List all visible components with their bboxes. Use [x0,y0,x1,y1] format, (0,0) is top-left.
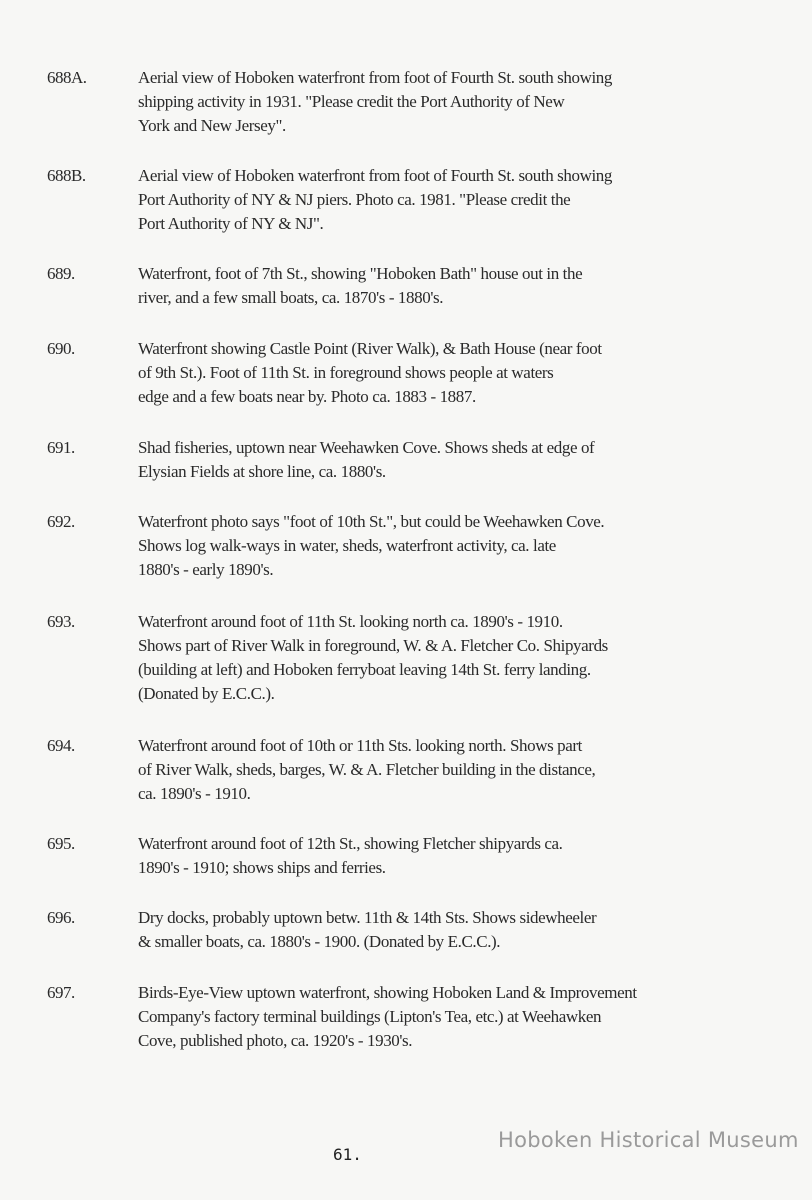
description-line: Shows part of River Walk in foreground, W. & A. Fletcher Co. Shipyards [138,636,608,655]
museum-watermark: Hoboken Historical Museum [498,1128,799,1152]
entry-description [138,906,678,954]
description-line: Waterfront, foot of 7th St., showing "Hoboken Bath" house out in the [138,264,583,283]
description-line: (Donated by E.C.C.). [138,684,275,703]
entry-description [138,262,678,310]
entry-number: 697. [47,983,75,1002]
description-line: Cove, published photo, ca. 1920's - 1930's. [138,1031,413,1050]
entry-description [138,510,678,582]
entry-number: 695. [47,834,75,853]
description-line: shipping activity in 1931. "Please credit the Port Authority of New [138,92,565,111]
description-line: of 9th St.). Foot of 11th St. in foreground shows people at waters [138,363,554,382]
entry-number: 696. [47,908,75,927]
page-number: 61. [333,1145,362,1164]
entry-number: 690. [47,339,75,358]
entry-description [138,337,678,409]
entry-description [138,832,678,880]
description-line: Shows log walk-ways in water, sheds, waterfront activity, ca. late [138,536,556,555]
description-line: Elysian Fields at shore line, ca. 1880's. [138,462,386,481]
entry-number: 688A. [47,68,87,87]
description-line: & smaller boats, ca. 1880's - 1900. (Donated by E.C.C.). [138,932,501,951]
description-line: Company's factory terminal buildings (Lipton's Tea, etc.) at Weehawken [138,1007,602,1026]
description-line: river, and a few small boats, ca. 1870's - 1880's. [138,288,444,307]
description-line: edge and a few boats near by. Photo ca. 1883 - 1887. [138,387,476,406]
description-line: Dry docks, probably uptown betw. 11th & 14th Sts. Shows sidewheeler [138,908,597,927]
description-line: Port Authority of NY & NJ piers. Photo ca. 1981. "Please credit the [138,190,571,209]
entry-number: 694. [47,736,75,755]
entry-description [138,734,678,806]
entry-description [138,610,678,706]
description-line: Aerial view of Hoboken waterfront from foot of Fourth St. south showing [138,68,612,87]
description-line: ca. 1890's - 1910. [138,784,251,803]
description-line: Waterfront around foot of 11th St. looking north ca. 1890's - 1910. [138,612,563,631]
description-line: Waterfront photo says "foot of 10th St.", but could be Weehawken Cove. [138,512,605,531]
entry-number: 691. [47,438,75,457]
description-line: 1890's - 1910; shows ships and ferries. [138,858,386,877]
entry-description [138,164,678,236]
entry-number: 689. [47,264,75,283]
description-line: Waterfront around foot of 12th St., showing Fletcher shipyards ca. [138,834,563,853]
description-line: Birds-Eye-View uptown waterfront, showing Hoboken Land & Improvement [138,983,637,1002]
description-line: Waterfront showing Castle Point (River Walk), & Bath House (near foot [138,339,602,358]
description-line: Shad fisheries, uptown near Weehawken Cove. Shows sheds at edge of [138,438,595,457]
description-line: 1880's - early 1890's. [138,560,274,579]
entry-number: 692. [47,512,75,531]
entry-description [138,66,678,138]
description-line: (building at left) and Hoboken ferryboat leaving 14th St. ferry landing. [138,660,591,679]
description-line: Port Authority of NY & NJ". [138,214,324,233]
description-line: Waterfront around foot of 10th or 11th Sts. looking north. Shows part [138,736,582,755]
entry-description [138,981,678,1053]
description-line: York and New Jersey". [138,116,286,135]
entry-number: 688B. [47,166,86,185]
entry-description [138,436,678,484]
entry-number: 693. [47,612,75,631]
description-line: Aerial view of Hoboken waterfront from foot of Fourth St. south showing [138,166,612,185]
description-line: of River Walk, sheds, barges, W. & A. Fletcher building in the distance, [138,760,596,779]
